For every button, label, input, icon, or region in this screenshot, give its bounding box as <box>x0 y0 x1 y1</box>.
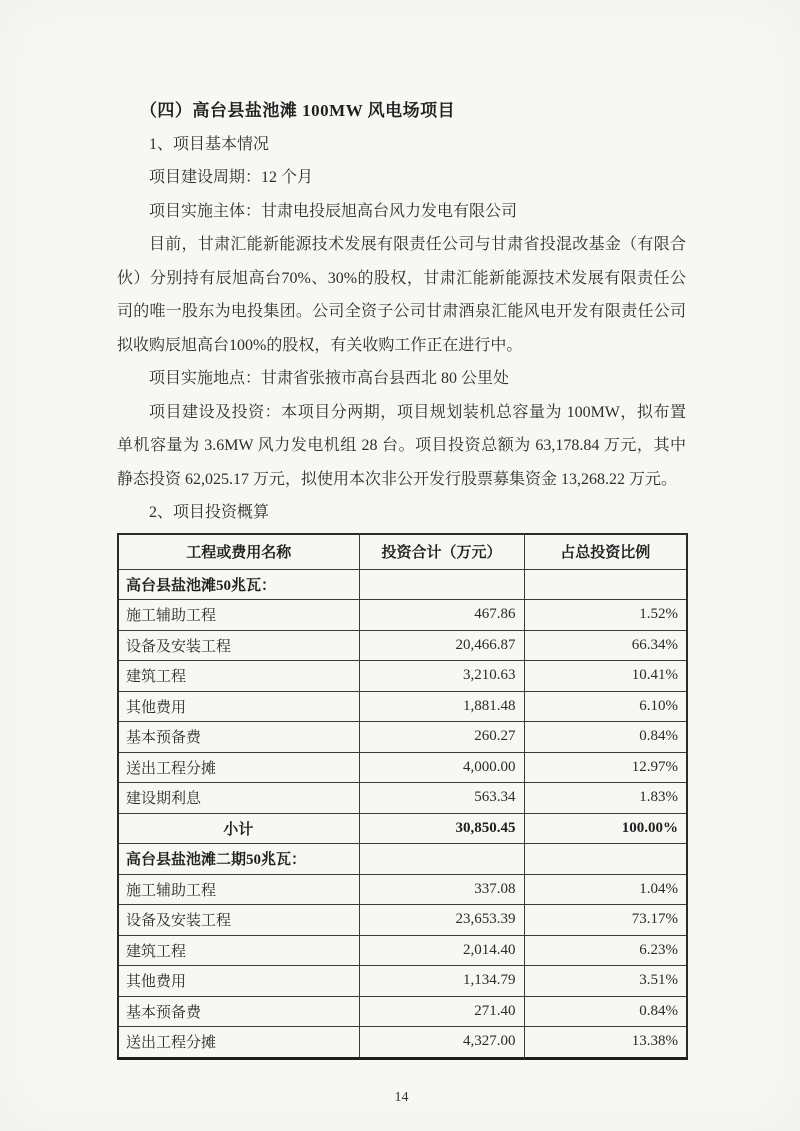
investment-share: 6.10% <box>524 691 687 722</box>
investment-share: 100.00% <box>524 813 687 844</box>
paragraph: 目前，甘肃汇能新能源技术发展有限责任公司与甘肃省投混改基金（有限合伙）分别持有辰旭高台70%、30%的股权，甘肃汇能新能源技术发展有限责任公司的唯一股东为电投集团。公司全资子公司甘肃酒泉汇能风电开发有限责任公司拟收购辰旭高台100%的股权，有关收购工作正在进行中。 <box>117 236 686 354</box>
paragraph: 项目建设及投资：本项目分两期，项目规划装机总容量为 100MW，拟布置单机容量为 3.6MW 风力发电机组 28 台。项目投资总额为 63,178.84 万元，其中静态投资 62,025.17 万元，拟使用本次非公开发行股票募集资金 13,268.22 万元。 <box>117 403 686 488</box>
table-section-row <box>118 569 687 600</box>
investment-amount: 4,000.00 <box>359 752 524 783</box>
investment-share <box>524 844 687 875</box>
cost-item-name: 设备及安装工程 <box>118 630 359 661</box>
cost-item-name: 施工辅助工程 <box>118 874 359 905</box>
cost-item-name: 高台县盐池滩二期50兆瓦： <box>118 844 359 875</box>
investment-amount: 260.27 <box>359 722 524 753</box>
column-header: 占总投资比例 <box>524 534 687 570</box>
table-subtotal-row <box>118 813 687 844</box>
cost-item-name: 建设期利息 <box>118 783 359 814</box>
investment-amount: 1,881.48 <box>359 691 524 722</box>
table-data-row <box>118 996 687 1027</box>
paragraph: 项目建设周期：12 个月 <box>149 169 314 186</box>
cost-item-name: 送出工程分摊 <box>118 1027 359 1059</box>
investment-share: 12.97% <box>524 752 687 783</box>
cost-item-name: 基本预备费 <box>118 996 359 1027</box>
paragraph: 项目实施地点：甘肃省张掖市高台县西北 80 公里处 <box>149 370 510 387</box>
investment-amount: 271.40 <box>359 996 524 1027</box>
column-header: 工程或费用名称 <box>118 534 359 570</box>
table-data-row <box>118 783 687 814</box>
paragraph: 1、项目基本情况 <box>149 135 270 153</box>
investment-share: 0.84% <box>524 996 687 1027</box>
paragraph: 项目实施主体：甘肃电投辰旭高台风力发电有限公司 <box>149 202 518 220</box>
cost-item-name: 建筑工程 <box>118 935 359 966</box>
body-paragraphs <box>117 128 686 530</box>
table-data-row <box>118 691 687 722</box>
table-data-row <box>118 752 687 783</box>
cost-item-name: 基本预备费 <box>118 722 359 753</box>
cost-item-name: 小计 <box>118 813 359 844</box>
cost-item-name: 建筑工程 <box>118 661 359 692</box>
investment-share: 3.51% <box>524 966 687 997</box>
investment-amount <box>359 844 524 875</box>
table-data-row <box>118 722 687 753</box>
investment-amount: 4,327.00 <box>359 1027 524 1059</box>
table-data-row <box>118 874 687 905</box>
cost-item-name: 高台县盐池滩50兆瓦： <box>118 569 359 600</box>
investment-share: 0.84% <box>524 722 687 753</box>
investment-amount: 563.34 <box>359 783 524 814</box>
cost-item-name: 其他费用 <box>118 691 359 722</box>
investment-amount: 467.86 <box>359 600 524 631</box>
investment-share: 1.83% <box>524 783 687 814</box>
investment-amount <box>359 569 524 600</box>
table-data-row <box>118 1027 687 1059</box>
table-data-row <box>118 966 687 997</box>
investment-amount: 337.08 <box>359 874 524 905</box>
investment-amount: 20,466.87 <box>359 630 524 661</box>
cost-item-name: 送出工程分摊 <box>118 752 359 783</box>
investment-amount: 2,014.40 <box>359 935 524 966</box>
investment-share: 1.04% <box>524 874 687 905</box>
cost-item-name: 施工辅助工程 <box>118 600 359 631</box>
page-number: 14 <box>394 1089 409 1105</box>
table-data-row <box>118 905 687 936</box>
table-data-row <box>118 600 687 631</box>
table-header-row <box>118 534 687 570</box>
investment-share <box>524 569 687 600</box>
table-section-row <box>118 844 687 875</box>
column-header: 投资合计（万元） <box>359 534 524 570</box>
investment-amount: 30,850.45 <box>359 813 524 844</box>
investment-share: 10.41% <box>524 661 687 692</box>
cost-item-name: 设备及安装工程 <box>118 905 359 936</box>
table-data-row <box>118 935 687 966</box>
investment-share: 66.34% <box>524 630 687 661</box>
investment-amount: 1,134.79 <box>359 966 524 997</box>
investment-amount: 3,210.63 <box>359 661 524 692</box>
table-data-row <box>118 630 687 661</box>
investment-estimate-table <box>117 533 688 1060</box>
investment-share: 73.17% <box>524 905 687 936</box>
investment-amount: 23,653.39 <box>359 905 524 936</box>
section-title: （四）高台县盐池滩 100MW 风电场项目 <box>139 101 456 120</box>
investment-share: 6.23% <box>524 935 687 966</box>
investment-share: 13.38% <box>524 1027 687 1059</box>
table-data-row <box>118 661 687 692</box>
paragraph: 2、项目投资概算 <box>149 504 270 521</box>
investment-share: 1.52% <box>524 600 687 631</box>
cost-item-name: 其他费用 <box>118 966 359 997</box>
